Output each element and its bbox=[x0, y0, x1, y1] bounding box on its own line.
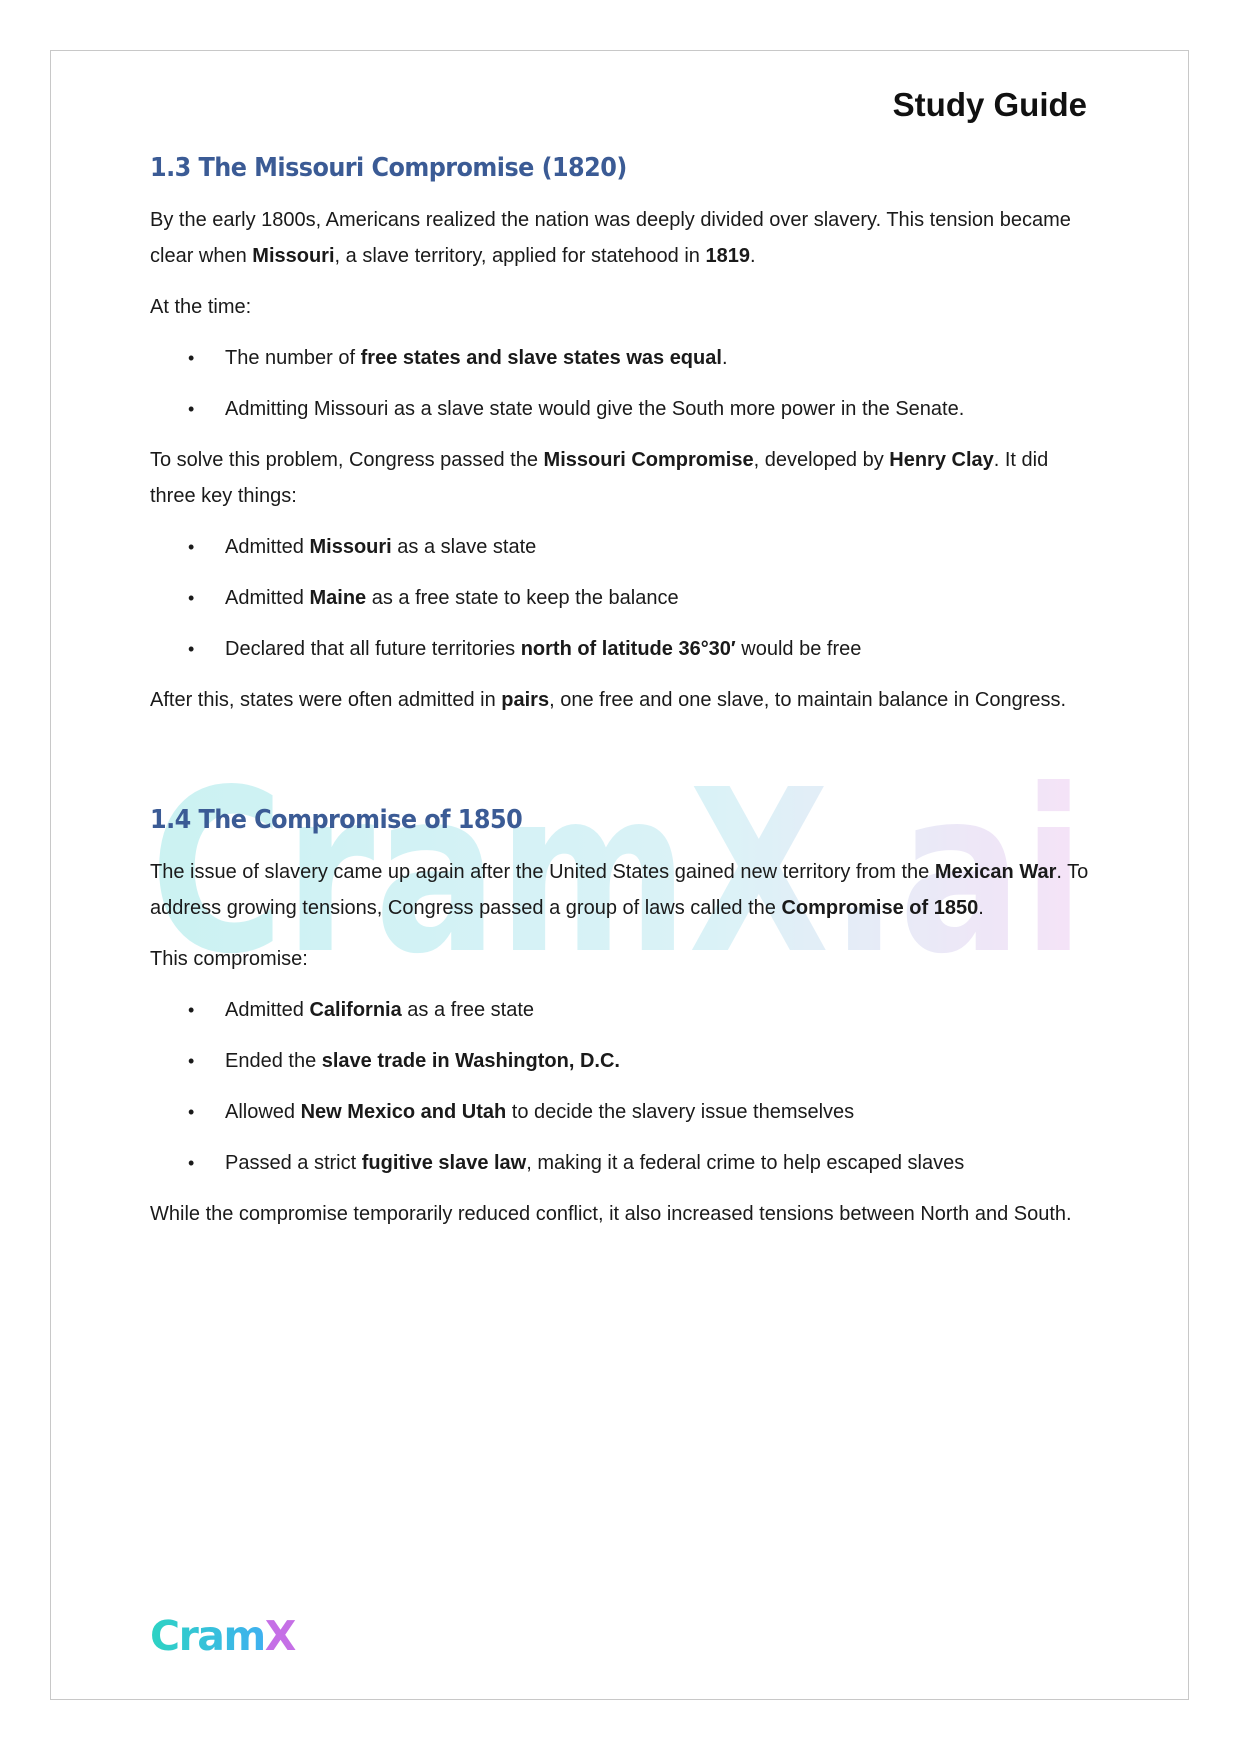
bold-text: 1819 bbox=[705, 245, 750, 267]
text-run: Declared that all future territories bbox=[225, 638, 521, 660]
paragraph bbox=[150, 289, 1095, 325]
bold-text: north of latitude 36°30′ bbox=[520, 638, 736, 660]
document-title: Study Guide bbox=[892, 86, 1087, 123]
bullet-list bbox=[150, 992, 1095, 1181]
list-item bbox=[150, 529, 1095, 565]
text-run: Ended the bbox=[225, 1050, 322, 1072]
text-run: The issue of slavery came up again after the United States gained new territory from the bbox=[150, 861, 935, 883]
text-run: , making it a federal crime to help escaped slaves bbox=[526, 1152, 965, 1174]
paragraph bbox=[150, 202, 1095, 274]
bold-text: Compromise of 1850 bbox=[781, 897, 979, 919]
text-run: The number of bbox=[225, 347, 361, 369]
text-run: . To address growing tensions, Congress passed a group of laws called the bbox=[150, 861, 1089, 919]
bold-text: Missouri bbox=[252, 245, 335, 267]
bullet-icon: • bbox=[188, 1000, 195, 1020]
bold-text: Mexican War bbox=[934, 861, 1057, 883]
list-item bbox=[150, 1094, 1095, 1130]
text-run: By the early 1800s, Americans realized the nation was deeply divided over slavery. This tension became clear when bbox=[150, 209, 1071, 267]
bold-text: Henry Clay bbox=[889, 449, 994, 471]
bullet-icon: • bbox=[188, 639, 195, 659]
text-run: Passed a strict bbox=[225, 1152, 362, 1174]
bullet-list bbox=[150, 340, 1095, 427]
text-run: , one free and one slave, to maintain balance in Congress. bbox=[549, 689, 1067, 711]
text-run: Allowed bbox=[225, 1101, 301, 1123]
text-run: , developed by bbox=[753, 449, 890, 471]
text-run: After this, states were often admitted in bbox=[150, 689, 502, 711]
logo-text-x: X bbox=[264, 1612, 295, 1660]
bullet-icon: • bbox=[188, 348, 195, 368]
bold-text: California bbox=[309, 999, 402, 1021]
bullet-icon: • bbox=[188, 399, 195, 419]
paragraph bbox=[150, 854, 1095, 926]
text-run: , a slave territory, applied for statehood in bbox=[334, 245, 706, 267]
logo-text-cram: Cram bbox=[150, 1612, 265, 1660]
list-item bbox=[150, 391, 1095, 427]
document-body bbox=[150, 148, 1095, 1232]
text-run: as a slave state bbox=[391, 536, 537, 558]
watermark-text: CramX.ai bbox=[150, 760, 1085, 970]
list-item bbox=[150, 340, 1095, 376]
text-run: would be free bbox=[735, 638, 862, 660]
bold-text: Missouri Compromise bbox=[543, 449, 754, 471]
bold-text: New Mexico and Utah bbox=[300, 1101, 507, 1123]
cramx-logo bbox=[150, 1612, 295, 1662]
bold-text: fugitive slave law bbox=[361, 1152, 527, 1174]
text-run: This compromise: bbox=[150, 948, 308, 970]
list-item bbox=[150, 580, 1095, 616]
text-run: Admitted bbox=[225, 536, 310, 558]
bullet-icon: • bbox=[188, 1051, 195, 1071]
list-item bbox=[150, 1043, 1095, 1079]
text-run: . bbox=[749, 245, 756, 267]
text-run: Admitted bbox=[225, 999, 310, 1021]
text-run: Admitting Missouri as a slave state would give the South more power in the Senate. bbox=[225, 398, 965, 420]
bullet-icon: • bbox=[188, 1153, 195, 1173]
list-item bbox=[150, 631, 1095, 667]
text-run: as a free state to keep the balance bbox=[366, 587, 679, 609]
section-heading-1850: 1.4 The Compromise of 1850 bbox=[150, 805, 523, 835]
list-item bbox=[150, 992, 1095, 1028]
bold-text: free states and slave states was equal bbox=[360, 347, 722, 369]
section-heading-missouri: 1.3 The Missouri Compromise (1820) bbox=[150, 153, 627, 183]
bullet-icon: • bbox=[188, 537, 195, 557]
bullet-icon: • bbox=[188, 1102, 195, 1122]
paragraph bbox=[150, 941, 1095, 977]
text-run: . It did three key things: bbox=[150, 449, 1049, 507]
bold-text: Maine bbox=[309, 587, 367, 609]
bullet-list bbox=[150, 529, 1095, 667]
text-run: . bbox=[721, 347, 728, 369]
text-run: as a free state bbox=[401, 999, 535, 1021]
bold-text: Missouri bbox=[309, 536, 392, 558]
bold-text: slave trade in Washington, D.C. bbox=[321, 1050, 620, 1072]
paragraph bbox=[150, 442, 1095, 514]
bullet-icon: • bbox=[188, 588, 195, 608]
text-run: At the time: bbox=[150, 296, 252, 318]
bold-text: pairs bbox=[501, 689, 550, 711]
list-item bbox=[150, 1145, 1095, 1181]
paragraph bbox=[150, 682, 1095, 718]
text-run: . bbox=[978, 897, 984, 919]
text-run: To solve this problem, Congress passed the bbox=[150, 449, 544, 471]
text-run: Admitted bbox=[225, 587, 310, 609]
paragraph bbox=[150, 1196, 1095, 1232]
text-run: While the compromise temporarily reduced conflict, it also increased tensions between North and South. bbox=[150, 1203, 1072, 1225]
text-run: to decide the slavery issue themselves bbox=[506, 1101, 855, 1123]
